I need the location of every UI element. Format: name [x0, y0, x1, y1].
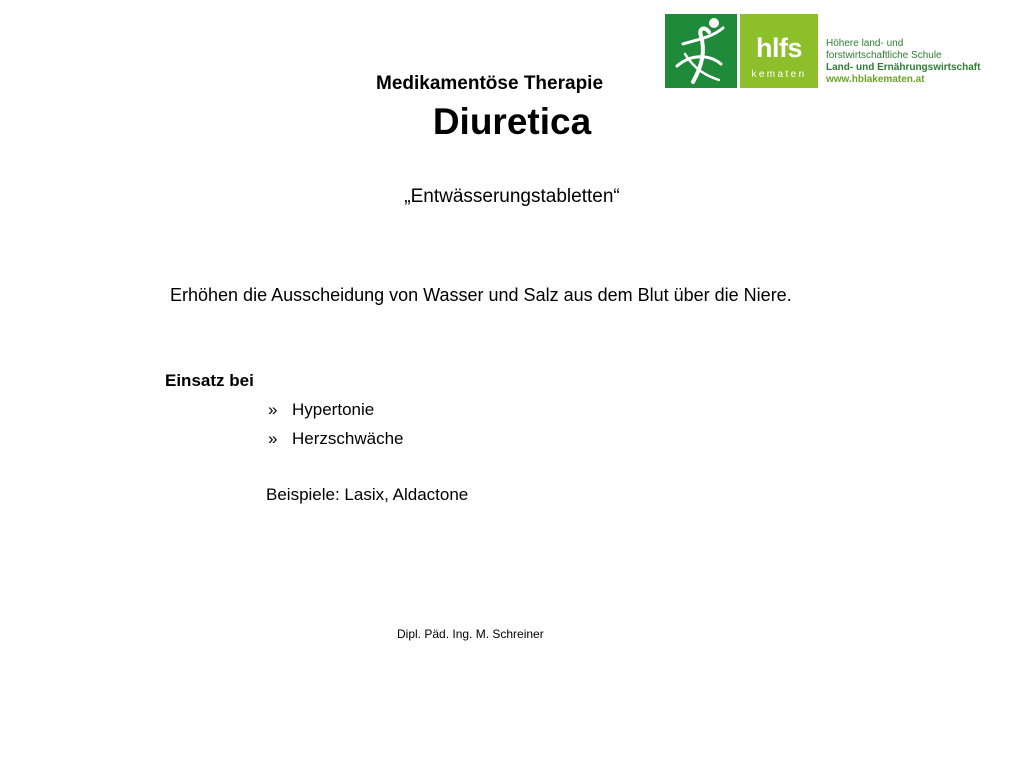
list-item-label: Hypertonie	[292, 400, 375, 419]
logo-line-1: Höhere land- und	[826, 38, 904, 49]
logo-brand-panel	[740, 14, 818, 88]
usage-heading: Einsatz bei	[165, 371, 254, 390]
usage-list	[268, 399, 404, 457]
slide-quote: „Entwässerungstabletten“	[404, 186, 620, 207]
dancer-figure-icon	[665, 14, 737, 88]
bullet-marker: »	[268, 429, 278, 448]
slide-description: Erhöhen die Ausscheidung von Wasser und Salz aus dem Blut über die Niere.	[170, 285, 792, 305]
slide-title: Diuretica	[432, 101, 592, 142]
list-item	[268, 399, 404, 428]
logo-brand-sub: kematen	[751, 69, 807, 80]
slide-subtitle: Medikamentöse Therapie	[376, 73, 604, 94]
logo-brand: hlfs	[755, 33, 802, 63]
logo-website: www.hblakematen.at	[826, 74, 925, 85]
logo-line-2: forstwirtschaftliche Schule	[826, 50, 942, 61]
bullet-marker: »	[268, 400, 278, 419]
logo-line-3: Land- und Ernährungswirtschaft	[826, 62, 981, 73]
list-item-label: Herzschwäche	[292, 429, 404, 448]
logo-text	[826, 38, 1016, 86]
school-logo	[665, 14, 1010, 90]
examples-text: Beispiele: Lasix, Aldactone	[266, 485, 469, 504]
list-item	[268, 428, 404, 457]
author-credit: Dipl. Päd. Ing. M. Schreiner	[397, 627, 544, 641]
logo-figure-panel	[665, 14, 737, 88]
